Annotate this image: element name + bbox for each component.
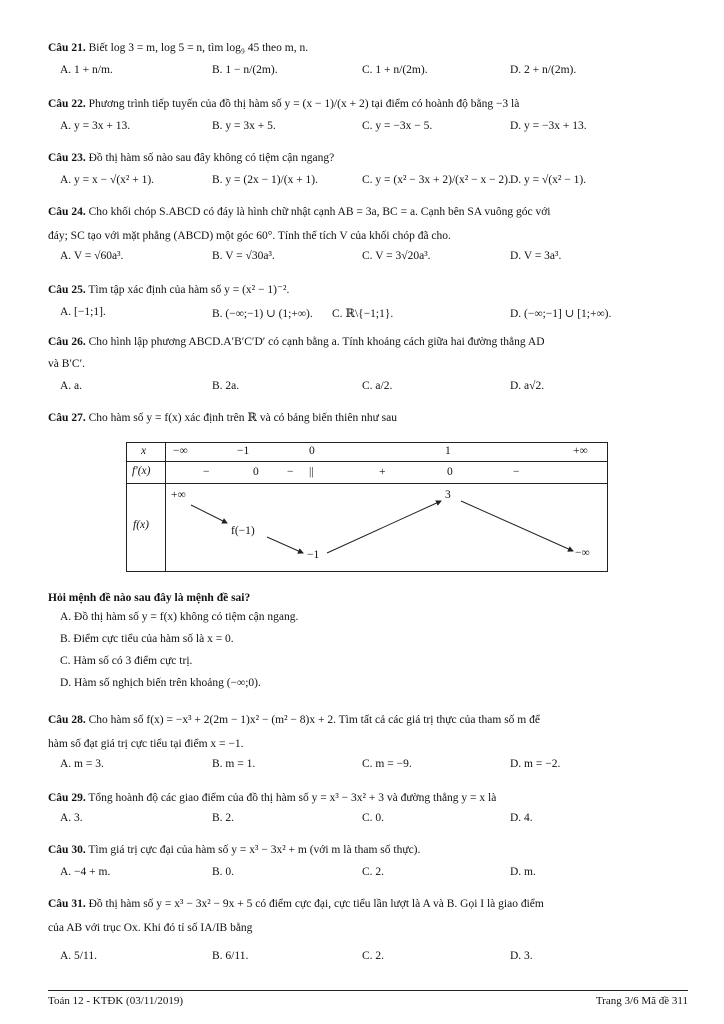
question-27 (48, 410, 688, 426)
option-d[interactable]: D. 2 + n/(2m). (510, 64, 577, 76)
option-a[interactable]: A. Đồ thị hàm số y = f(x) không có tiệm cận ngang. (60, 611, 299, 623)
option-b[interactable]: B. (−∞;−1) ∪ (1;+∞). (212, 308, 313, 320)
table-fprime-label: f′(x) (132, 465, 151, 477)
options-24 (60, 250, 690, 270)
option-b[interactable]: B. V = √30a³. (212, 250, 275, 262)
option-b[interactable]: B. 0. (212, 866, 235, 878)
option-c[interactable]: C. ℝ\{−1;1}. (332, 308, 394, 320)
question-stem: Tìm tập xác định của hàm số y = (x² − 1)⁻². (88, 284, 290, 296)
option-d[interactable]: D. a√2. (510, 380, 545, 392)
table-x-val: 0 (309, 445, 315, 457)
option-d[interactable]: D. y = √(x² − 1). (510, 174, 587, 186)
question-stem: Cho hàm số f(x) = −x³ + 2(2m − 1)x² − (m² − 8)x + 2. Tìm tất cả các giá trị thực của tham số m để (88, 714, 540, 726)
option-a[interactable]: A. −4 + m. (60, 866, 111, 878)
question-31-cont (48, 920, 688, 936)
option-a[interactable]: A. m = 3. (60, 758, 104, 770)
option-d[interactable]: D. y = −3x + 13. (510, 120, 587, 132)
option-b[interactable]: B. m = 1. (212, 758, 256, 770)
question-28 (48, 712, 688, 728)
arrow-down-1 (191, 505, 227, 523)
options-23 (60, 174, 690, 194)
question-26-cont (48, 356, 688, 372)
question-number: Câu 26. (48, 336, 86, 348)
table-x-label: x (141, 445, 147, 457)
option-b[interactable]: B. 2a. (212, 380, 240, 392)
option-b[interactable]: B. Điểm cực tiểu của hàm số là x = 0. (60, 633, 234, 645)
table-f-val: −∞ (575, 547, 590, 559)
question-number: Câu 30. (48, 844, 86, 856)
question-23 (48, 150, 688, 166)
option-a[interactable]: A. a. (60, 380, 83, 392)
options-31 (60, 950, 690, 970)
arrow-down-2 (267, 537, 303, 553)
table-f-val: −1 (307, 549, 320, 561)
options-21 (60, 64, 690, 84)
page-footer (48, 990, 688, 1021)
option-c[interactable]: C. 0. (362, 812, 385, 824)
question-number: Câu 24. (48, 206, 86, 218)
question-27-prompt (48, 590, 688, 606)
table-fp-val: || (309, 466, 314, 478)
option-a[interactable]: A. [−1;1]. (60, 306, 106, 318)
table-x-val: 1 (445, 445, 451, 457)
question-number: Câu 31. (48, 898, 86, 910)
option-c[interactable]: C. 2. (362, 866, 385, 878)
option-d[interactable]: D. m = −2. (510, 758, 561, 770)
question-stem: Đồ thị hàm số y = x³ − 3x² − 9x + 5 có điểm cực đại, cực tiểu lần lượt là A và B. Gọi I là giao điểm (88, 898, 544, 910)
table-fp-val: − (203, 466, 210, 478)
option-c[interactable]: C. 1 + n/(2m). (362, 64, 428, 76)
options-26 (60, 380, 690, 400)
question-30 (48, 842, 688, 858)
question-prompt: Hỏi mệnh đề nào sau đây là mệnh đề sai? (48, 592, 251, 604)
option-c[interactable]: C. y = (x² − 3x + 2)/(x² − x − 2). (362, 174, 511, 186)
option-b[interactable]: B. 2. (212, 812, 235, 824)
question-29 (48, 790, 688, 806)
table-f-val: f(−1) (231, 525, 255, 537)
options-25 (60, 306, 690, 326)
table-f-val: +∞ (171, 489, 186, 501)
question-stem-cont: hàm số đạt giá trị cực tiểu tại điểm x = −1. (48, 738, 244, 750)
question-stem: Cho khối chóp S.ABCD có đáy là hình chữ nhật cạnh AB = 3a, BC = a. Cạnh bên SA vuông góc với (88, 206, 551, 218)
option-a[interactable]: A. 1 + n/m. (60, 64, 113, 76)
options-28 (60, 758, 690, 778)
options-29 (60, 812, 690, 832)
table-fp-val: + (379, 466, 386, 478)
table-x-val: −1 (237, 445, 250, 457)
question-28-cont (48, 736, 688, 752)
variation-arrows (127, 443, 607, 571)
question-22 (48, 96, 688, 112)
variation-table (126, 442, 608, 572)
table-x-val: −∞ (173, 445, 188, 457)
question-number: Câu 21. (48, 42, 86, 54)
option-d[interactable]: D. 3. (510, 950, 533, 962)
table-fp-val: 0 (253, 466, 259, 478)
option-d[interactable]: D. (−∞;−1] ∪ [1;+∞). (510, 308, 612, 320)
option-c[interactable]: C. m = −9. (362, 758, 412, 770)
option-c[interactable]: C. a/2. (362, 380, 393, 392)
option-b[interactable]: B. y = 3x + 5. (212, 120, 276, 132)
arrow-up (327, 501, 441, 553)
question-number: Câu 27. (48, 412, 86, 424)
option-a[interactable]: A. V = √60a³. (60, 250, 124, 262)
question-stem: Phương trình tiếp tuyến của đồ thị hàm số y = (x − 1)/(x + 2) tại điểm có hoành độ bằng −3 là (88, 98, 520, 110)
table-f-label: f(x) (133, 519, 149, 531)
question-stem: Tổng hoành độ các giao điểm của đồ thị hàm số y = x³ − 3x² + 3 và đường thẳng y = x là (88, 792, 497, 804)
question-21 (48, 40, 688, 56)
option-c[interactable]: C. V = 3√20a³. (362, 250, 431, 262)
question-number: Câu 23. (48, 152, 86, 164)
options-30 (60, 866, 690, 886)
option-b[interactable]: B. 6/11. (212, 950, 249, 962)
option-d[interactable]: D. m. (510, 866, 536, 878)
option-d[interactable]: D. V = 3a³. (510, 250, 562, 262)
option-d[interactable]: D. Hàm số nghịch biến trên khoảng (−∞;0). (60, 677, 261, 689)
options-27 (60, 606, 298, 694)
option-b[interactable]: B. 1 − n/(2m). (212, 64, 278, 76)
question-stem-cont: đáy; SC tạo với mặt phẳng (ABCD) một góc 60°. Tính thể tích V của khối chóp đã cho. (48, 230, 451, 242)
question-number: Câu 22. (48, 98, 86, 110)
table-f-val: 3 (445, 489, 451, 501)
table-fp-val: − (513, 466, 520, 478)
question-stem: Cho hình lập phương ABCD.A′B′C′D′ có cạnh bằng a. Tính khoảng cách giữa hai đường thẳng AD (88, 336, 545, 348)
question-stem: Cho hàm số y = f(x) xác định trên ℝ và có bảng biến thiên như sau (88, 412, 398, 424)
table-fp-val: 0 (447, 466, 453, 478)
question-stem-cont: và B′C′. (48, 358, 85, 370)
options-22 (60, 120, 690, 140)
question-number: Câu 28. (48, 714, 86, 726)
footer-right: Trang 3/6 Mã đề 311 (595, 995, 688, 1007)
option-c[interactable]: C. Hàm số có 3 điểm cực trị. (60, 655, 193, 667)
option-d[interactable]: D. 4. (510, 812, 533, 824)
option-a[interactable]: A. 3. (60, 812, 83, 824)
question-24-cont (48, 228, 688, 244)
question-stem-cont: của AB với trục Ox. Khi đó tỉ số IA/IB bằng (48, 922, 253, 934)
arrow-down-3 (461, 501, 573, 551)
question-24 (48, 204, 688, 220)
question-stem: Tìm giá trị cực đại của hàm số y = x³ − 3x² + m (với m là tham số thực). (88, 844, 421, 856)
question-26 (48, 334, 688, 350)
question-number: Câu 25. (48, 284, 86, 296)
question-stem: Đồ thị hàm số nào sau đây không có tiệm cận ngang? (88, 152, 335, 164)
table-x-val: +∞ (573, 445, 588, 457)
table-fp-val: − (287, 466, 294, 478)
question-stem: Biết log 3 = m, log 5 = n, tìm log₉ 45 theo m, n. (88, 42, 309, 54)
question-number: Câu 29. (48, 792, 86, 804)
option-c[interactable]: C. 2. (362, 950, 385, 962)
option-c[interactable]: C. y = −3x − 5. (362, 120, 433, 132)
question-31 (48, 896, 688, 912)
option-a[interactable]: A. 5/11. (60, 950, 97, 962)
option-a[interactable]: A. y = x − √(x² + 1). (60, 174, 155, 186)
footer-left: Toán 12 - KTĐK (03/11/2019) (48, 995, 184, 1007)
option-b[interactable]: B. y = (2x − 1)/(x + 1). (212, 174, 319, 186)
question-25 (48, 282, 688, 298)
option-a[interactable]: A. y = 3x + 13. (60, 120, 131, 132)
